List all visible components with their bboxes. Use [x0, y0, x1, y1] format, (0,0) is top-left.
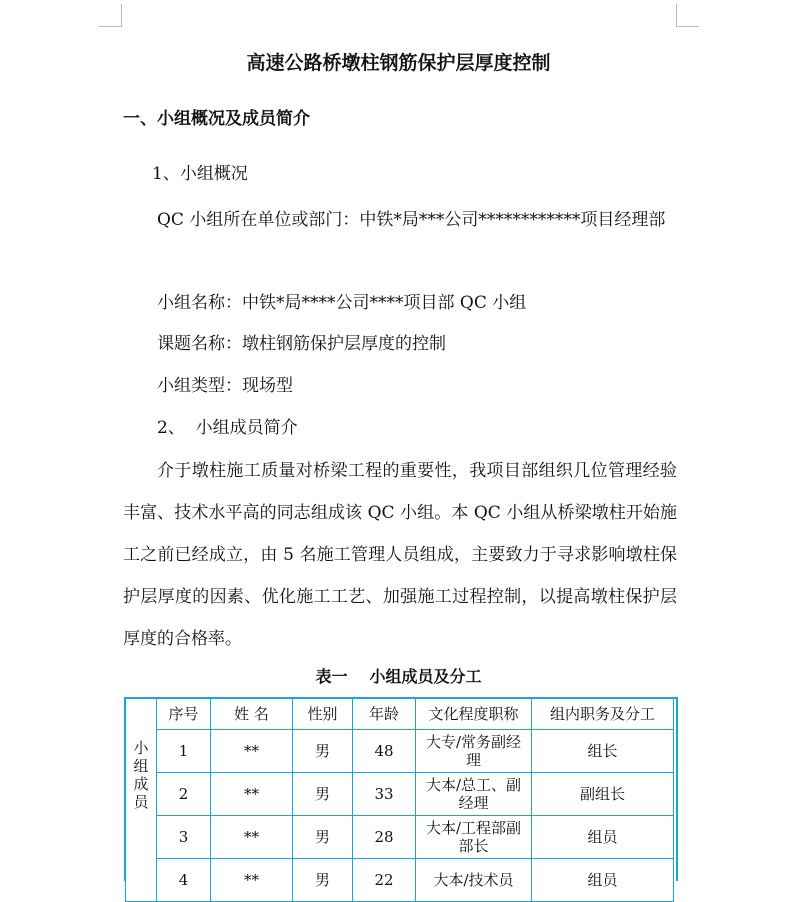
cell-no: 2: [157, 773, 211, 816]
intro-paragraph: 介于墩柱施工质量对桥梁工程的重要性，我项目部组织几位管理经验丰富、技术水平高的同志组成该 QC 小组。本 QC 小组从桥梁墩柱开始施工之前已经成立，由 5 名施工管理人员组成，主要致力于寻求影响墩柱保护层厚度的因素、优化施工工艺、加强施工过程控制，以提高墩柱保护层厚度的合格率。: [123, 461, 677, 649]
members-table: [125, 698, 674, 902]
cell-gender: 男: [293, 816, 353, 859]
unit-line: QC 小组所在单位或部门：中铁*局***公司************项目经理部: [157, 210, 666, 230]
table-row: [126, 816, 674, 859]
table-caption: [0, 662, 797, 692]
cell-no: 4: [157, 859, 211, 902]
section-heading: 一、小组概况及成员简介: [123, 109, 310, 129]
cell-gender: 男: [293, 730, 353, 773]
cell-education: 大专/常务副经 理: [416, 730, 532, 773]
subsection-heading-overview: 1、小组概况: [152, 164, 248, 184]
cell-education: 大本/工程部副 部长: [416, 816, 532, 859]
header-cell-age: 年龄: [353, 699, 416, 730]
table-row: [126, 773, 674, 816]
cell-age: 28: [353, 816, 416, 859]
cell-gender: 男: [293, 773, 353, 816]
cell-education: 大本/总工、副 经理: [416, 773, 532, 816]
table-row: [126, 730, 674, 773]
cell-role: 组长: [532, 730, 674, 773]
header-cell-no: 序号: [157, 699, 211, 730]
cell-no: 3: [157, 816, 211, 859]
cell-age: 48: [353, 730, 416, 773]
table-row: [126, 859, 674, 902]
cell-name: **: [211, 859, 293, 902]
header-cell-name: 姓 名: [211, 699, 293, 730]
cell-role: 副组长: [532, 773, 674, 816]
header-cell-gender: 性别: [293, 699, 353, 730]
table-side-label: 小 组 成 员: [126, 699, 157, 902]
team-name-line: 小组名称：中铁*局****公司****项目部 QC 小组: [157, 293, 527, 313]
cell-name: **: [211, 816, 293, 859]
table-caption-text: 小组成员及分工: [369, 667, 482, 686]
subsection-heading-members: 2、 小组成员简介: [157, 418, 298, 438]
crop-mark-top-right: [676, 4, 699, 27]
header-cell-role: 组内职务及分工: [532, 699, 674, 730]
document-title: 高速公路桥墩柱钢筋保护层厚度控制: [246, 52, 551, 74]
cell-education: 大本/技术员: [416, 859, 532, 902]
cell-no: 1: [157, 730, 211, 773]
cell-role: 组员: [532, 859, 674, 902]
team-type-line: 小组类型：现场型: [157, 376, 293, 396]
cell-age: 22: [353, 859, 416, 902]
cell-role: 组员: [532, 816, 674, 859]
header-cell-education: 文化程度职称: [416, 699, 532, 730]
crop-mark-top-left: [99, 4, 122, 27]
cell-age: 33: [353, 773, 416, 816]
cell-name: **: [211, 773, 293, 816]
table-caption-number: 表一: [315, 667, 348, 686]
table-header-row: [126, 699, 674, 730]
topic-line: 课题名称：墩柱钢筋保护层厚度的控制: [157, 334, 446, 354]
cell-gender: 男: [293, 859, 353, 902]
cell-name: **: [211, 730, 293, 773]
